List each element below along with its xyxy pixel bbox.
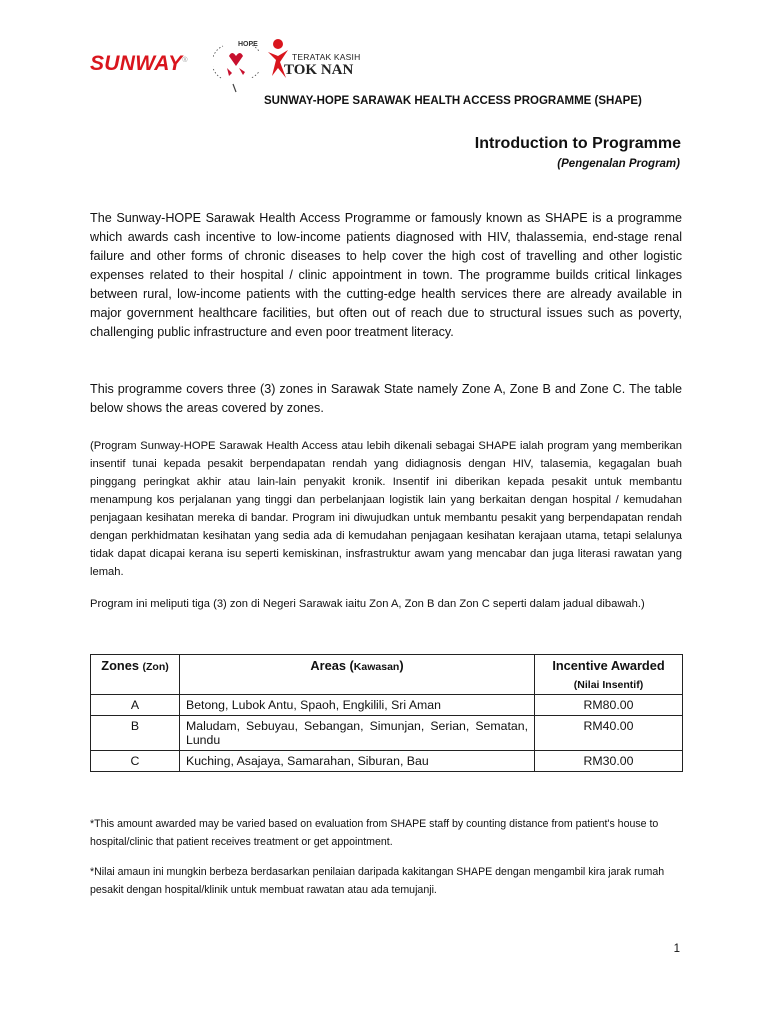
paragraph-english-zones: This programme covers three (3) zones in Sarawak State namely Zone A, Zone B and Zone C. The table below shows the areas covered by zones. — [90, 382, 682, 415]
areas-cell: Kuching, Asajaya, Samarahan, Siburan, Bau — [180, 751, 535, 772]
page-number: 1 — [673, 943, 680, 955]
programme-title: SUNWAY-HOPE SARAWAK HEALTH ACCESS PROGRAMME (SHAPE) — [264, 95, 642, 107]
amount-cell: RM80.00 — [535, 695, 683, 716]
tok-nan-small-text: TERATAK KASIH — [292, 52, 361, 62]
hope-logo — [213, 34, 259, 94]
table-row — [91, 716, 683, 751]
areas-cell: Maludam, Sebuyau, Sebangan, Simunjan, Serian, Sematan, Lundu — [180, 716, 535, 751]
footnote-english: *This amount awarded may be varied based on evaluation from SHAPE staff by counting distance from patient's house to hospital/clinic that patient receives treatment or get appointment. — [90, 818, 659, 848]
amount-cell: RM30.00 — [535, 751, 683, 772]
svg-text:HOPE: HOPE — [238, 41, 258, 48]
paragraph-english-intro: The Sunway-HOPE Sarawak Health Access Programme or famously known as SHAPE is a programme which awards cash incentive to low-income patients diagnosed with HIV, thalassemia, end-stage renal failure and other forms of chronic diseases to help cover the high cost of travelling and other logistic expenses related to their hospital / clinic appointment in town. The programme builds critical linkages between rural, low-income patients with the cutting-edge health services there are already available in major government healthcare facilities, but often out of reach due to structural issues such as poverty, challenging public infrastructure and even poor treatment literacy. — [90, 211, 682, 339]
header-logos — [88, 34, 388, 96]
table-row — [91, 751, 683, 772]
zone-cell: A — [91, 695, 180, 716]
footnote-malay: *Nilai amaun ini mungkin berbeza berdasarkan penilaian daripada kakitangan SHAPE dengan mengambil kira jarak rumah pesakit dengan hospital/klinik untuk membuat rawatan atau ada temujanji. — [90, 866, 665, 896]
teratak-kasih-tok-nan-logo — [266, 38, 376, 84]
sunway-logo: SUNWAY® — [90, 52, 188, 75]
header-incentive: Incentive Awarded (Nilai Insentif) — [535, 655, 683, 695]
intro-title: Introduction to Programme — [474, 135, 681, 152]
tok-nan-big-text: TOK NAN — [284, 62, 354, 78]
zone-cell: B — [91, 716, 180, 751]
header-zones: Zones (Zon) — [91, 655, 180, 695]
amount-cell: RM40.00 — [535, 716, 683, 751]
table-header-row — [91, 655, 683, 695]
intro-subtitle: (Pengenalan Program) — [557, 158, 680, 170]
header-areas: Areas (Kawasan) — [180, 655, 535, 695]
paragraph-malay-intro: (Program Sunway-HOPE Sarawak Health Access atau lebih dikenali sebagai SHAPE ialah program yang memberikan insentif tunai kepada pesakit berpendapatan rendah yang didiagnosis dengan HIV, talasemia, kegagalan buah pinggang peringkat akhir atau lain-lain penyakit kronik. Insentif ini diberikan kepada pesakit untuk membantu menampung kos perjalanan yang tinggi dan perbelanjaan logistik lain yang berkaitan dengan hospital / kemudahan penjagaan kesihatan mereka di bandar. Program ini diwujudkan untuk membantu pesakit yang berpendapatan rendah dengan perkhidmatan kesihatan yang sedia ada di kemudahan penjagaan kesihatan kerajaan utama, tetapi selalunya tidak dapat dicapai kerana isu seperti kemiskinan, insfrastruktur awam yang mencabar dan juga literasi rawatan yang lemah. — [90, 440, 682, 578]
areas-cell: Betong, Lubok Antu, Spaoh, Engkilili, Sri Aman — [180, 695, 535, 716]
zone-cell: C — [91, 751, 180, 772]
paragraph-malay-zones: Program ini meliputi tiga (3) zon di Negeri Sarawak iaitu Zon A, Zon B dan Zon C seperti dalam jadual dibawah.) — [90, 598, 645, 610]
zones-table — [90, 654, 683, 772]
table-row — [91, 695, 683, 716]
